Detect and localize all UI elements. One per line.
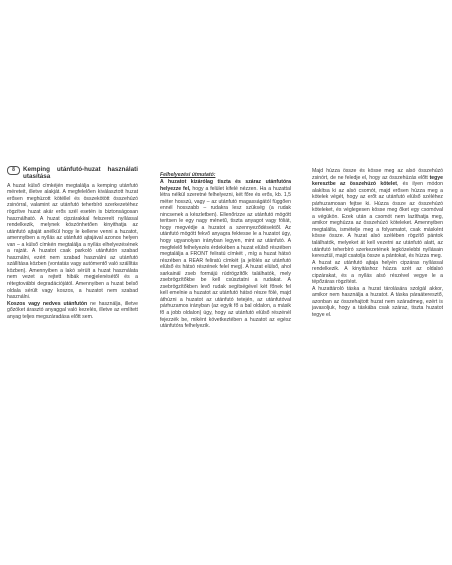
column-1 xyxy=(7,166,138,320)
column-2 xyxy=(160,172,291,330)
installation-bold-text: A huzatot kizárólag tiszta és száraz utánfutóra helyezze fel, xyxy=(160,179,291,192)
tying-paragraph xyxy=(312,168,443,260)
warning-bold-text: Koszos vagy nedves utánfutón xyxy=(7,300,88,307)
tying-bold-text: tegye keresztbe az összehúzó kötelet xyxy=(312,174,443,188)
tying-text-rest: , és ilyen módon alakítsa ki az alsó csomót, majd erősen húzza meg a kötelek végét, hogy az erőt az utánfutó elülső széléhez párhuzamosan fejtse ki. Húzza össze az összehúzó köteleket, és véglegesen kösse meg őket egy csomóval a végükön. Ezek után a csomót nem lazíthatja meg, amikor meghúzza az összehúzó köteleket. Amennyiben megtalálta, ismételje meg a folyamatot, csak másként kösse össze. A huzat alsó szélében rögzítő pántok találhatók, melyeket át kell vezetni az utánfutó alatt, az utánfutó teherbíró szerkezetének legközelebbi nyílásain keresztül, majd csatolja össze a pántokat, és húzza meg. xyxy=(312,181,443,260)
section-title: Kemping utánfutó-huzat használati utasítása xyxy=(23,166,138,181)
column-3 xyxy=(312,168,443,319)
warning-text: ne használja, illetve gőzöket árasztó anyaggal való kezelés, illetve az említett anyag teljes megszáradása előtt sem. xyxy=(7,300,138,320)
section-number-badge: 8 xyxy=(7,166,20,175)
warning-paragraph xyxy=(7,301,138,321)
zipper-paragraph: A huzat az utánfutó ajtaja helyén cipzáras nyílással rendelkezik. A kinyitáshoz húzza szét az oldalsó cipzárakat, és a nyílás alsó részével vegye le a tépőzáras rögzítést. xyxy=(312,259,443,286)
storage-bag-paragraph: A huzattároló táska a huzat tárolására szolgál akkor, amikor nem használja a huzatot. A táska páraáteresztő, azonban az összehajtott huzat nem száradmeg, ezért is javasoljuk, hogy a táskába csak száraz, tiszta huzatot tegye el. xyxy=(312,285,443,319)
section-heading xyxy=(7,166,138,181)
tying-text-start: Majd húzza össze és kösse meg az alsó összehúzó zsinórt, de ne feledje el, hogy az összehúzás előtt xyxy=(312,168,443,181)
installation-text: hogy a felület kifelé nézzen. Ha a huzattal létra nélkül szeretné felhelyezni, két főre és erős, kb. 1,5 méter hosszú, vagy – az utánfutó magasságától függően ennél hosszabb – rudakra lesz szükség (a rudak nincsenek a készletben). Ellenőrizze az utánfutó mögött teritsen le egy nagy ménetű, tiszta anyagot vagy fóliát, hogy megvédje a huzatot a szennyeződésektől. Az utánfutó mögött fekvő anyagra fektesse le a huzatot úgy, hogy ugyanolyan irányban legyen, mint az utánfutó. A megfelelő felhelyezés érdekében a huzat elülső részében megtalálja a FRONT feliratú címkét , míg a huzat hátsó részében a REAR feliratú címkét (a jelölés az utánfutó elülső és hátsó részének felel meg). A huzat elülső, ahol sarkainál zseb formájú rúdrögzítők találhatók, mely zsebrögzítőkbe be kell csúsztatni a rudakat. A zsebrögzítőkben levő rudak segítségével két főnek fel kell emelnie a huzatot az utánfutó hátsó része fölé, majd áthúzni a huzatot az utánfutó tetején, az utánfutóval párhuzamos irányban (az egyik fő a bal oldalon, a másik fő a jobb oldalon) úgy, hogy az utánfutó elülső részénél fejezzék be, miként következtében a huzatot az egész utánfutóra felhelyezik. xyxy=(160,185,291,330)
installation-paragraph xyxy=(160,179,291,330)
installation-subtitle: Felhelyezési útmutató: xyxy=(160,172,216,178)
intro-paragraph: A huzat külső címkéjén megtalálja a kemping utánfutó méreteit, illetve alakját. A megfelelően kiválasztott huzat erősen meghúzott kötéllel és összekötött összehúzó zsinórral, valamint az utánfutó teherbíró szerkezetéhez rögzítve huzat akár erős szél esetén is biztonságosan használható. A huzat cipzárakkal felszerelt nyílással rendelkezik, melynek köszönhetően kinyithatja az utánfutó ajtaját anélkül hogy le kellene venni a huzatot, amennyiben a nyílás az utánfutó ajtajával azonos helyen van – a külső címkén megtalálja a nyílás elhelyezésének a rajzát. A huzatot csak parkoló utánfutón szabad használni, ezért nem szabad használni az utánfutó szállítása közben (vontatás vagy autómentő való szállítás közben). Amennyiben a lakó sérült a huzat használata nem vezet a rejtett hibák megjelenésétől és a rétegtovábbi degradációjától. Amennyiben a huzat belső oldala sérült vagy koszos, a huzatot nem szabad használni. xyxy=(7,182,138,301)
